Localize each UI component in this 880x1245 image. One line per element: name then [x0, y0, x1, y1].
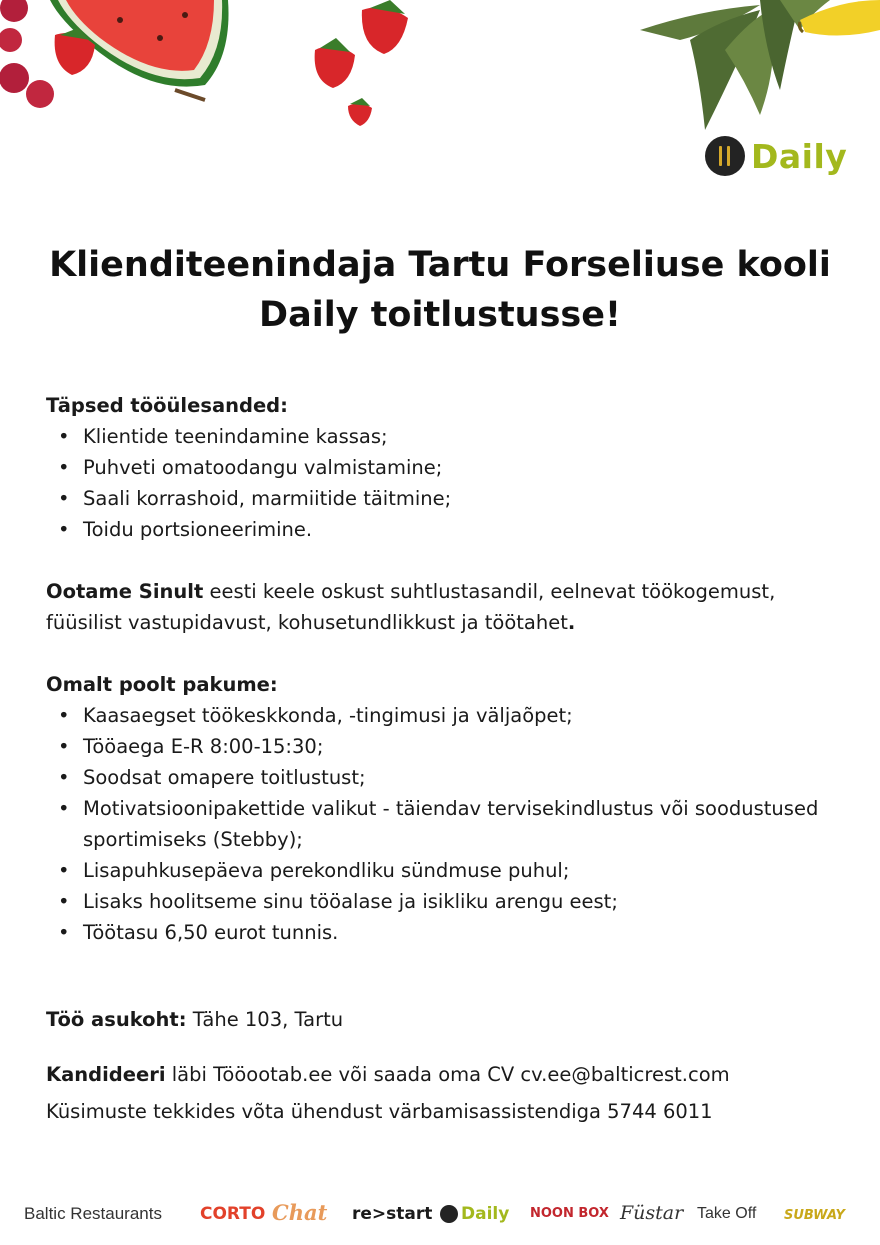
list-item: • Soodsat omapere toitlustust; [46, 762, 846, 793]
takeoff-logo: Take Off [697, 1205, 757, 1222]
subway-logo: SUBWAY [784, 1208, 845, 1223]
fork-knife-icon [705, 136, 745, 176]
corto-logo: CORTO [200, 1204, 266, 1224]
chat-logo: Chat [272, 1200, 328, 1225]
noonbox-logo: NOON BOX [530, 1206, 609, 1221]
list-item: • Motivatsioonipakettide valikut - täiendav tervisekindlustus või soodustused sportimiseks (Stebby); [46, 793, 846, 855]
daily-logo [705, 136, 847, 176]
apply-value: läbi Tööootab.ee või saada oma CV cv.ee@balticrest.com [165, 1063, 730, 1086]
offer-list [46, 700, 846, 948]
fruit-illustration [0, 0, 880, 140]
fork-knife-icon [440, 1205, 458, 1223]
expectations-text: eesti keele oskust suhtlustasandil, eelnevat töökogemust, füüsilist vastupidavust, kohusetundlikkust ja töötahet [46, 580, 776, 634]
expectations-lead: Ootame Sinult [46, 580, 204, 603]
duties-heading: Täpsed tööülesanded: [46, 394, 288, 417]
apply-line [46, 1059, 846, 1090]
duties-section [46, 390, 846, 545]
list-item: • Klientide teenindamine kassas; [46, 421, 846, 452]
fruit-header-image [0, 0, 880, 140]
offer-heading: Omalt poolt pakume: [46, 673, 278, 696]
list-item: • Töötasu 6,50 eurot tunnis. [46, 917, 846, 948]
expectations-paragraph [46, 576, 846, 638]
restart-logo: re>start [352, 1204, 433, 1224]
daily-footer-text: Daily [461, 1204, 510, 1224]
contact-line: Küsimuste tekkides võta ühendust värbamisassistendiga 5744 6011 [46, 1100, 713, 1123]
page-title: Klienditeenindaja Tartu Forseliuse kooli Daily toitlustusse! [49, 245, 831, 335]
list-item: • Lisaks hoolitseme sinu tööalase ja isikliku arengu eest; [46, 886, 846, 917]
location-line [46, 1004, 846, 1035]
daily-footer-logo [440, 1204, 509, 1224]
job-description [46, 390, 846, 1127]
offer-section [46, 669, 846, 948]
duties-list [46, 421, 846, 545]
baltic-restaurants-logo: Baltic Restaurants [24, 1204, 162, 1223]
location-label: Töö asukoht: [46, 1008, 187, 1031]
list-item: • Kaasaegset töökeskkonda, -tingimusi ja väljaõpet; [46, 700, 846, 731]
list-item: • Tööaega E-R 8:00-15:30; [46, 731, 846, 762]
apply-label: Kandideeri [46, 1063, 166, 1086]
list-item: • Lisapuhkusepäeva perekondliku sündmuse puhul; [46, 855, 846, 886]
list-item: • Puhveti omatoodangu valmistamine; [46, 452, 846, 483]
daily-logo-text: Daily [751, 136, 848, 176]
expectations-end: . [567, 611, 576, 634]
brand-footer [0, 1198, 880, 1238]
list-item: • Toidu portsioneerimine. [46, 514, 846, 545]
list-item: • Saali korrashoid, marmiitide täitmine; [46, 483, 846, 514]
location-value: Tähe 103, Tartu [186, 1008, 344, 1031]
fustar-logo: Füstar [620, 1202, 684, 1224]
